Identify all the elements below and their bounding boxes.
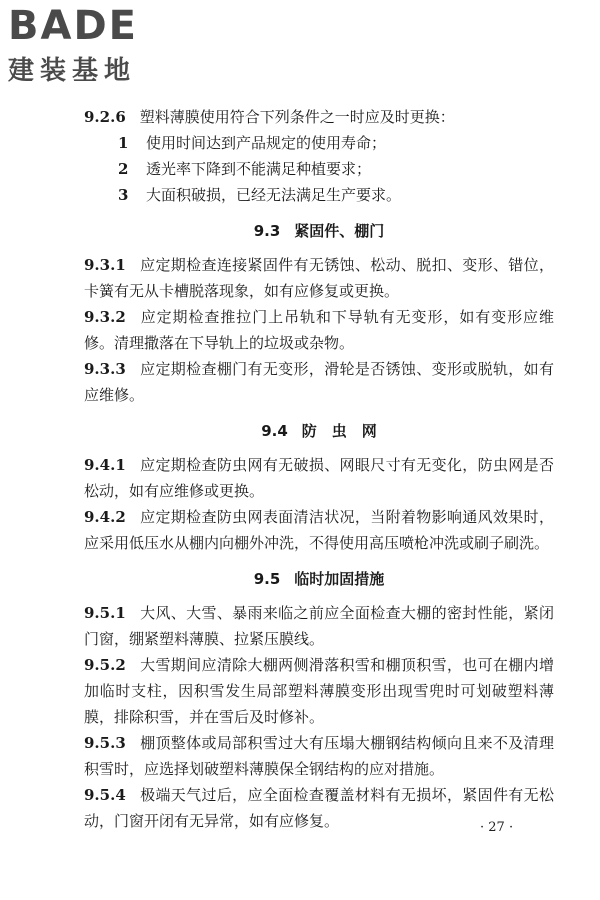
list-item	[118, 156, 554, 182]
section-number: 9.5	[253, 570, 281, 588]
clause-number: 9.2.6	[84, 108, 126, 126]
clause-number: 9.3.2	[84, 308, 126, 326]
clause-number: 9.5.1	[84, 604, 126, 622]
clause-text: 大风、大雪、暴雨来临之前应全面检查大棚的密封性能，紧闭门窗，绷紧塑料薄膜、拉紧压膜线。	[84, 604, 554, 648]
brand-logo	[8, 3, 178, 87]
clause-9-4-1	[84, 452, 554, 504]
clause-number: 9.5.4	[84, 786, 126, 804]
clause-text: 塑料薄膜使用符合下列条件之一时应及时更换：	[139, 108, 455, 126]
clause-text: 大雪期间应清除大棚两侧滑落积雪和棚顶积雪，也可在棚内增加临时支柱，因积雪发生局部塑料薄膜变形出现雪兜时可划破塑料薄膜，排除积雪，并在雪后及时修补。	[84, 656, 554, 726]
document-body	[84, 104, 554, 834]
clause-9-3-2	[84, 304, 554, 356]
item-number: 3	[118, 186, 129, 204]
clause-number: 9.5.2	[84, 656, 126, 674]
clause-text: 应定期检查连接紧固件有无锈蚀、松动、脱扣、变形、错位，卡簧有无从卡槽脱落现象，如有应修复或更换。	[84, 256, 554, 300]
section-number: 9.3	[253, 222, 281, 240]
item-text: 大面积破损，已经无法满足生产要求。	[146, 186, 402, 204]
clause-text: 应定期检查防虫网表面清洁状况，当附着物影响通风效果时，应采用低压水从棚内向棚外冲洗，不得使用高压喷枪冲洗或刷子刷洗。	[84, 508, 554, 552]
clause-9-4-2	[84, 504, 554, 556]
item-text: 透光率下降到不能满足种植要求；	[146, 160, 372, 178]
clause-9-3-1	[84, 252, 554, 304]
list-item	[118, 130, 554, 156]
clause-text: 极端天气过后，应全面检查覆盖材料有无损坏，紧固件有无松动，门窗开闭有无异常，如有应修复。	[84, 786, 554, 830]
clause-9-3-3	[84, 356, 554, 408]
clause-text: 应定期检查棚门有无变形，滑轮是否锈蚀、变形或脱轨，如有应维修。	[84, 360, 554, 404]
clause-text: 应定期检查防虫网有无破损、网眼尺寸有无变化，防虫网是否松动，如有应维修或更换。	[84, 456, 554, 500]
logo-wordmark: BADE	[8, 3, 138, 49]
clause-9-5-3	[84, 730, 554, 782]
section-number: 9.4	[261, 422, 288, 440]
item-number: 2	[118, 160, 129, 178]
list-item	[118, 182, 554, 208]
clause-number: 9.3.3	[84, 360, 126, 378]
clause-text: 棚顶整体或局部积雪过大有压塌大棚钢结构倾向且来不及清理积雪时，应选择划破塑料薄膜保全钢结构的应对措施。	[84, 734, 554, 778]
page-number: · 27 ·	[480, 820, 514, 835]
clause-9-2-6	[84, 104, 554, 130]
clause-number: 9.4.1	[84, 456, 126, 474]
clause-9-5-1	[84, 600, 554, 652]
logo-subtitle: 建装基地	[8, 56, 137, 86]
item-number: 1	[118, 134, 129, 152]
clause-text: 应定期检查推拉门上吊轨和下导轨有无变形，如有变形应维修。清理撒落在下导轨上的垃圾或杂物。	[84, 308, 554, 352]
clause-9-5-2	[84, 652, 554, 730]
clause-number: 9.3.1	[84, 256, 126, 274]
section-heading-9-4	[84, 418, 554, 444]
item-text: 使用时间达到产品规定的使用寿命；	[146, 134, 387, 152]
section-heading-9-3	[84, 218, 554, 244]
section-title: 临时加固措施	[294, 570, 385, 588]
section-title: 防 虫 网	[301, 422, 377, 440]
section-heading-9-5	[84, 566, 554, 592]
clause-number: 9.5.3	[84, 734, 126, 752]
section-title: 紧固件、棚门	[294, 222, 385, 240]
clause-number: 9.4.2	[84, 508, 126, 526]
